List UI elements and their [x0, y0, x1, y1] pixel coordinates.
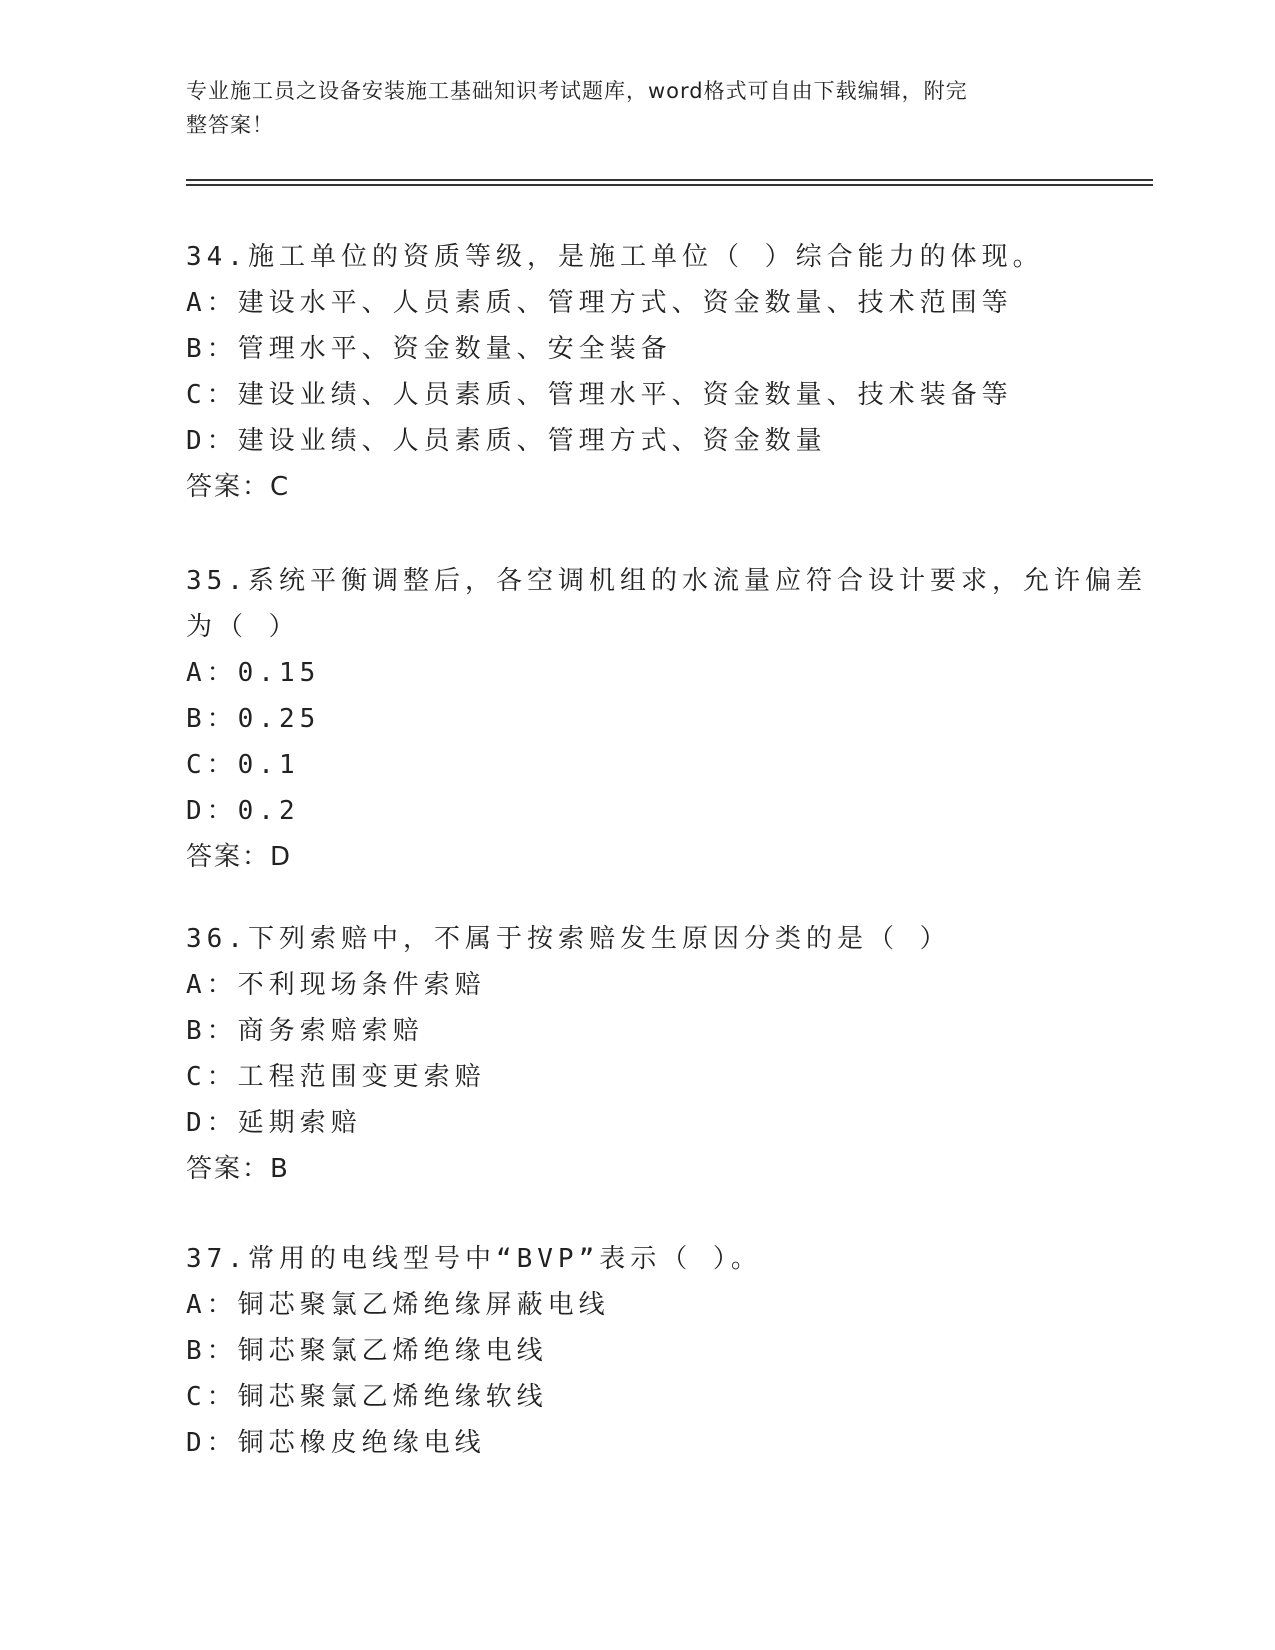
- question-stem: 34.施工单位的资质等级，是施工单位（ ）综合能力的体现。: [186, 242, 1044, 272]
- option-d: D：0.2: [186, 796, 300, 826]
- option-b: B：商务索赔索赔: [186, 1016, 424, 1046]
- option-d: D：延期索赔: [186, 1108, 362, 1138]
- question-stem: 37.常用的电线型号中“BVP”表示（ ）。: [186, 1244, 762, 1274]
- option-b: B：0.25: [186, 704, 321, 734]
- header-divider-top: [186, 179, 1153, 181]
- answer-line: 答案：D: [186, 842, 293, 872]
- question-36: [186, 916, 1086, 1192]
- answer-line: 答案：B: [186, 1154, 290, 1184]
- option-d: D：铜芯橡皮绝缘电线: [186, 1428, 486, 1458]
- option-c: C：铜芯聚氯乙烯绝缘软线: [186, 1382, 548, 1412]
- option-c: C：建设业绩、人员素质、管理水平、资金数量、技术装备等: [186, 380, 1013, 410]
- option-c: C：0.1: [186, 750, 300, 780]
- question-35: [186, 558, 1147, 880]
- option-b: B：铜芯聚氯乙烯绝缘电线: [186, 1336, 548, 1366]
- option-c: C：工程范围变更索赔: [186, 1062, 486, 1092]
- question-34: [186, 234, 1086, 510]
- header-line-2: 整答案！: [186, 113, 274, 137]
- option-d: D：建设业绩、人员素质、管理方式、资金数量: [186, 426, 827, 456]
- option-a: A：不利现场条件索赔: [186, 970, 486, 1000]
- document-header: [186, 74, 1086, 142]
- question-stem: 36.下列索赔中，不属于按索赔发生原因分类的是（ ）: [186, 924, 951, 954]
- header-line-1: 专业施工员之设备安装施工基础知识考试题库，word格式可自由下载编辑，附完: [186, 79, 968, 103]
- question-stem-line-1: 35.系统平衡调整后，各空调机组的水流量应符合设计要求，允许偏差: [186, 566, 1147, 596]
- option-b: B：管理水平、资金数量、安全装备: [186, 334, 672, 364]
- question-stem-line-2: 为（ ）: [186, 612, 300, 642]
- option-a: A：建设水平、人员素质、管理方式、资金数量、技术范围等: [186, 288, 1013, 318]
- option-a: A：铜芯聚氯乙烯绝缘屏蔽电线: [186, 1290, 610, 1320]
- option-a: A：0.15: [186, 658, 321, 688]
- answer-line: 答案：C: [186, 472, 291, 502]
- header-divider-bottom: [186, 184, 1153, 186]
- question-37: [186, 1236, 1086, 1466]
